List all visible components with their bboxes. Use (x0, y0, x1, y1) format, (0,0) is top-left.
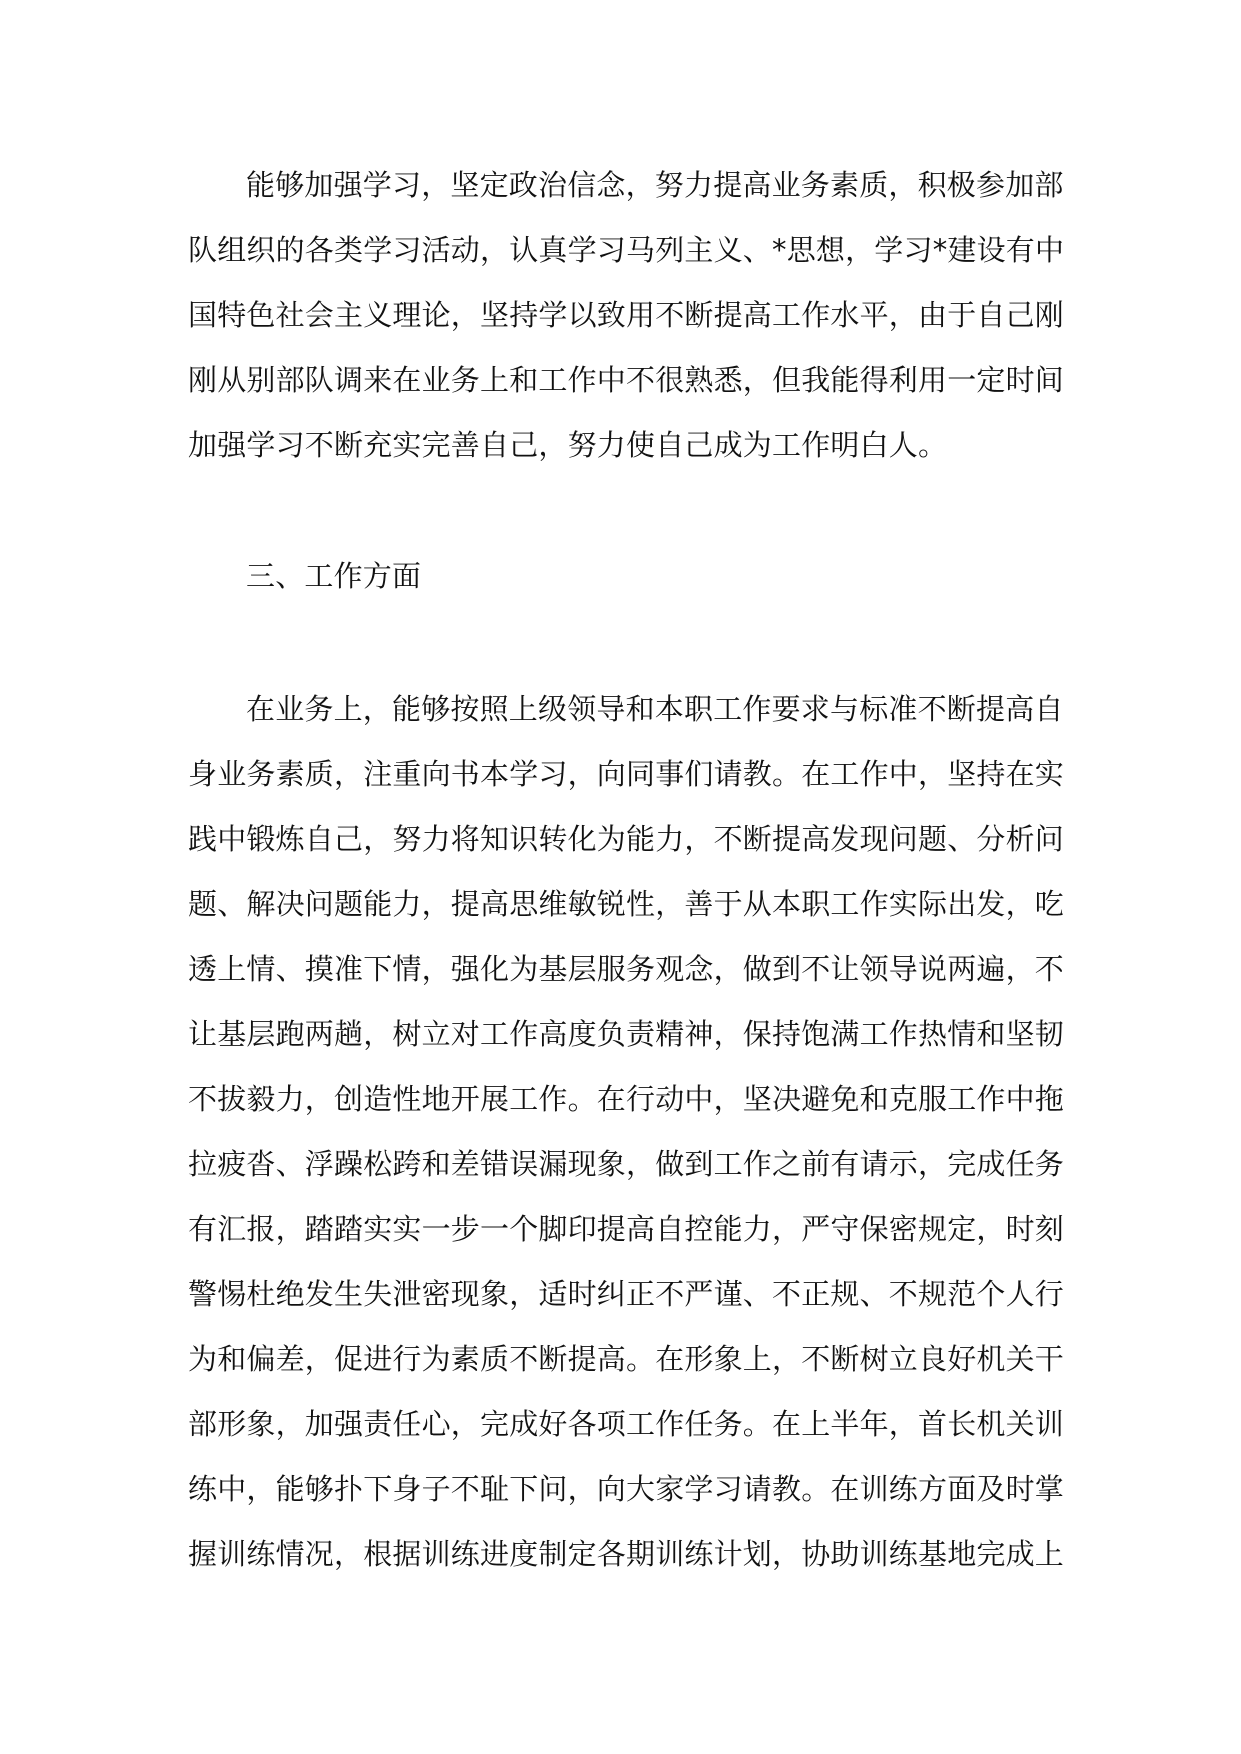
text-line: 践中锻炼自己，努力将知识转化为能力，不断提高发现问题、分析问 (188, 822, 1065, 856)
paragraph-study (188, 153, 1065, 478)
text-line: 不拔毅力，创造性地开展工作。在行动中，坚决避免和克服工作中拖 (188, 1082, 1065, 1116)
text-line: 警惕杜绝发生失泄密现象，适时纠正不严谨、不正规、不规范个人行 (188, 1277, 1065, 1311)
text-line: 为和偏差，促进行为素质不断提高。在形象上，不断树立良好机关干 (188, 1342, 1065, 1376)
text-line: 题、解决问题能力，提高思维敏锐性，善于从本职工作实际出发，吃 (188, 887, 1065, 921)
text-line: 国特色社会主义理论，坚持学以致用不断提高工作水平，由于自己刚 (188, 298, 1065, 332)
text-line: 队组织的各类学习活动，认真学习马列主义、*思想，学习*建设有中 (188, 233, 1065, 267)
text-line: 身业务素质，注重向书本学习，向同事们请教。在工作中，坚持在实 (188, 757, 1065, 791)
text-line: 加强学习不断充实完善自己，努力使自己成为工作明白人。 (188, 428, 948, 462)
text-line: 透上情、摸准下情，强化为基层服务观念，做到不让领导说两遍，不 (188, 952, 1065, 986)
text-line: 让基层跑两趟，树立对工作高度负责精神，保持饱满工作热情和坚韧 (188, 1017, 1065, 1051)
paragraph-work (188, 677, 1065, 1587)
text-line: 有汇报，踏踏实实一步一个脚印提高自控能力，严守保密规定，时刻 (188, 1212, 1065, 1246)
section-heading-text: 三、工作方面 (246, 559, 422, 593)
text-line: 在业务上，能够按照上级领导和本职工作要求与标准不断提高自 (246, 692, 1064, 726)
text-line: 刚从别部队调来在业务上和工作中不很熟悉，但我能得利用一定时间 (188, 363, 1065, 397)
text-line: 拉疲沓、浮躁松跨和差错误漏现象，做到工作之前有请示，完成任务 (188, 1147, 1065, 1181)
section-heading-work (188, 544, 1054, 609)
text-line: 握训练情况，根据训练进度制定各期训练计划，协助训练基地完成上 (188, 1537, 1065, 1571)
text-line: 部形象，加强责任心，完成好各项工作任务。在上半年，首长机关训 (188, 1407, 1065, 1441)
text-line: 练中，能够扑下身子不耻下问，向大家学习请教。在训练方面及时掌 (188, 1472, 1065, 1506)
text-line: 能够加强学习，坚定政治信念，努力提高业务素质，积极参加部 (246, 168, 1064, 202)
